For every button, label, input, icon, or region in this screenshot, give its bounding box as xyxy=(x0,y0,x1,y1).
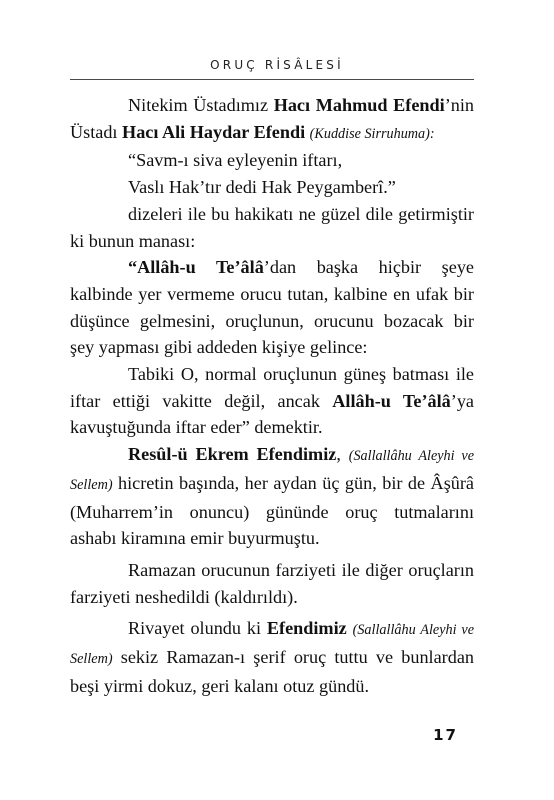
paragraph-8 xyxy=(70,615,474,699)
paragraph-4 xyxy=(70,254,474,361)
text-run: , xyxy=(336,444,349,465)
page-number: 17 xyxy=(433,726,458,744)
bold-name: Allâh-u Te’âlâ xyxy=(332,390,451,411)
verse-line-2: Vaslı Hak’tır dedi Hak Peygamberî.” xyxy=(128,177,396,198)
text-run: sekiz Ramazan-ı şerif oruç tuttu ve bunlardan beşi yirmi dokuz, geri kalanı otuz gündü. xyxy=(70,647,474,696)
bold-name: Resûl-ü Ekrem Efendimiz xyxy=(128,444,337,465)
text-run: Nitekim Üstadımız xyxy=(128,95,274,115)
text-run: hicretin başında, her aydan üç gün, bir de Âşûrâ (Muharrem’in onuncu) gününde oruç tutmalarını ashabı kiramına emir buyurmuştu. xyxy=(70,472,474,549)
quote-mark: “ xyxy=(128,257,138,278)
bold-name: Hacı Ali Haydar Efendi xyxy=(122,121,306,142)
header-rule xyxy=(70,79,474,80)
text-run: ’dan başka hiçbir şeye kalbinde yer vermeme orucu tutan, kalbine en ufak bir düşünce gelmesini, oruçlunun, orucunu bozacak bir şey yapması gibi addeden kişiye gelince: xyxy=(70,257,474,358)
text-run: Rivayet olundu ki xyxy=(128,618,267,639)
verse-line-1: “Savm-ı siva eyleyenin iftarı, xyxy=(128,150,343,171)
paragraph-5 xyxy=(70,361,474,441)
italic-honorific: (Sallallâhu Aleyhi ve Sellem) xyxy=(70,622,474,668)
text-run: Tabiki O, normal oruçlunun güneş batması ile iftar ettiği vakitte değil, ancak xyxy=(70,364,474,411)
paragraph-1 xyxy=(70,92,474,147)
bold-name: Efendimiz xyxy=(266,618,347,639)
italic-honorific: (Kuddise Sirruhuma): xyxy=(309,125,435,142)
paragraph-7: Ramazan orucunun farziyeti ile diğer oruçların farziyeti neshedildi (kaldırıldı). xyxy=(70,559,474,607)
italic-honorific: (Sallallâhu Aleyhi ve Sellem) xyxy=(70,448,475,493)
bold-name: Hacı Mahmud Efendi xyxy=(273,95,445,115)
paragraph-3: dizeleri ile bu hakikatı ne güzel dile getirmiştir ki bunun manası: xyxy=(70,203,474,251)
running-head: ORUÇ RİSÂLESİ xyxy=(210,58,344,72)
paragraph-6 xyxy=(70,441,474,552)
bold-name: Allâh-u Te’âlâ xyxy=(137,257,264,278)
body-text xyxy=(70,92,474,699)
text-run: ’nin Üstadı xyxy=(70,95,474,142)
text-run: ’ya kavuştuğunda iftar eder” demektir. xyxy=(70,390,474,438)
